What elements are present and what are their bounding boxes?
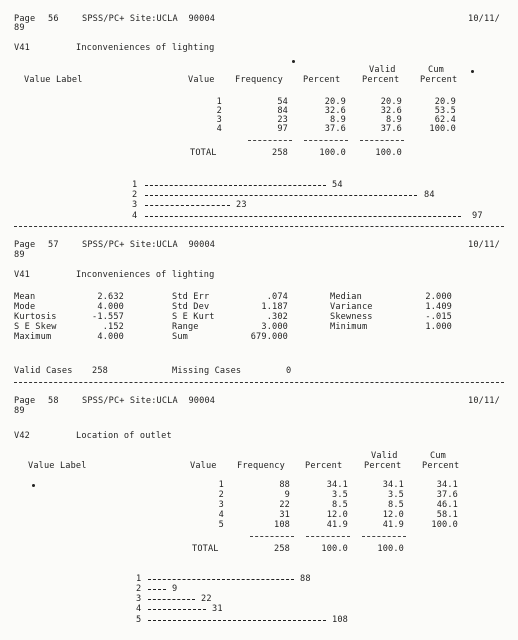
scan-speck — [471, 70, 474, 73]
stat-value: 1.409 — [425, 302, 452, 312]
bar — [148, 599, 195, 600]
row-value: 2 — [218, 490, 224, 500]
header-cum: Cum — [428, 65, 444, 75]
bar-label: 2 — [132, 190, 138, 200]
bar-count: 9 — [172, 584, 178, 594]
row-value: 2 — [216, 106, 222, 116]
header-valid: Valid — [369, 65, 396, 75]
row-valid-percent: 37.6 — [380, 124, 402, 134]
system-site: SPSS/PC+ Site:UCLA 90004 — [82, 240, 216, 250]
system-site: SPSS/PC+ Site:UCLA 90004 — [82, 14, 216, 24]
stat-label: Mode — [14, 302, 36, 312]
stat-label: Sum — [172, 332, 188, 342]
stat-label: S E Skew — [14, 322, 57, 332]
row-value: 3 — [216, 115, 222, 125]
bar-count: 88 — [300, 574, 311, 584]
row-cum-percent: 62.4 — [434, 115, 456, 125]
bar-count: 84 — [424, 190, 435, 200]
header-cum: Cum — [430, 451, 446, 461]
row-frequency: 88 — [279, 480, 290, 490]
row-cum-percent: 58.1 — [436, 510, 458, 520]
bar — [145, 195, 417, 196]
header-value: Value — [188, 75, 215, 85]
row-frequency: 108 — [274, 520, 290, 530]
row-frequency: 54 — [277, 97, 288, 107]
row-value: 3 — [218, 500, 224, 510]
row-frequency: 97 — [277, 124, 288, 134]
stat-label: Kurtosis — [14, 312, 57, 322]
row-valid-percent: 3.5 — [388, 490, 404, 500]
bar — [145, 185, 326, 186]
total-valid-percent: 100.0 — [375, 148, 402, 158]
row-valid-percent: 20.9 — [380, 97, 402, 107]
total-underline — [360, 140, 404, 141]
page-separator — [14, 382, 504, 383]
bar-label: 5 — [136, 615, 142, 625]
stat-value: .152 — [102, 322, 124, 332]
row-cum-percent: 20.9 — [434, 97, 456, 107]
missing-cases-label: Missing Cases — [172, 366, 242, 376]
row-percent: 12.0 — [326, 510, 348, 520]
header-valid: Valid — [371, 451, 398, 461]
scan-speck — [32, 484, 35, 487]
system-site: SPSS/PC+ Site:UCLA 90004 — [82, 396, 216, 406]
row-percent: 32.6 — [324, 106, 346, 116]
print-date-cont: 89 — [14, 406, 25, 416]
row-percent: 37.6 — [324, 124, 346, 134]
row-cum-percent: 100.0 — [431, 520, 458, 530]
bar-label: 3 — [136, 594, 142, 604]
header-cum-percent: Percent — [420, 75, 458, 85]
bar-count: 54 — [332, 180, 343, 190]
total-underline — [250, 536, 294, 537]
print-date: 10/11/ — [468, 14, 500, 24]
stat-label: Median — [330, 292, 362, 302]
bar — [148, 589, 166, 590]
total-underline — [362, 536, 406, 537]
bar — [148, 609, 206, 610]
variable-label: Location of outlet — [76, 431, 172, 441]
stat-value: .302 — [266, 312, 288, 322]
stat-value: 1.187 — [261, 302, 288, 312]
row-cum-percent: 53.5 — [434, 106, 456, 116]
page-separator — [14, 226, 504, 227]
row-valid-percent: 32.6 — [380, 106, 402, 116]
valid-cases-value: 258 — [92, 366, 108, 376]
total-valid-percent: 100.0 — [377, 544, 404, 554]
stat-label: Maximum — [14, 332, 52, 342]
row-cum-percent: 37.6 — [436, 490, 458, 500]
valid-cases-label: Valid Cases — [14, 366, 73, 376]
header-percent: Percent — [305, 461, 343, 471]
row-valid-percent: 8.9 — [386, 115, 402, 125]
header-valid-percent: Percent — [364, 461, 402, 471]
row-value: 4 — [218, 510, 224, 520]
header-cum-percent: Percent — [422, 461, 460, 471]
page-label: Page — [14, 14, 36, 24]
row-cum-percent: 34.1 — [436, 480, 458, 490]
row-value: 4 — [216, 124, 222, 134]
bar-count: 108 — [332, 615, 348, 625]
stat-value: 4.000 — [97, 302, 124, 312]
stat-label: S E Kurt — [172, 312, 215, 322]
stat-label: Variance — [330, 302, 373, 312]
stat-value: 2.632 — [97, 292, 124, 302]
stat-value: -.015 — [425, 312, 452, 322]
stat-label: Skewness — [330, 312, 373, 322]
stat-label: Mean — [14, 292, 36, 302]
print-date: 10/11/ — [468, 240, 500, 250]
print-date-cont: 89 — [14, 250, 25, 260]
row-value: 5 — [218, 520, 224, 530]
row-valid-percent: 41.9 — [382, 520, 404, 530]
stat-value: -1.557 — [92, 312, 124, 322]
row-frequency: 31 — [279, 510, 290, 520]
bar — [148, 579, 294, 580]
total-underline — [306, 536, 350, 537]
row-cum-percent: 100.0 — [429, 124, 456, 134]
header-value-label: Value Label — [28, 461, 87, 471]
print-date-cont: 89 — [14, 23, 25, 33]
bar-label: 4 — [136, 604, 142, 614]
stat-label: Std Dev — [172, 302, 210, 312]
stat-value: 2.000 — [425, 292, 452, 302]
scan-speck — [292, 60, 295, 63]
row-frequency: 22 — [279, 500, 290, 510]
row-valid-percent: 8.5 — [388, 500, 404, 510]
bar — [148, 620, 326, 621]
stat-label: Range — [172, 322, 199, 332]
row-frequency: 23 — [277, 115, 288, 125]
header-frequency: Frequency — [237, 461, 285, 471]
page-number: 57 — [48, 240, 59, 250]
row-percent: 20.9 — [324, 97, 346, 107]
stat-value: 679.000 — [250, 332, 288, 342]
bar-label: 1 — [132, 180, 138, 190]
bar-label: 4 — [132, 211, 138, 221]
row-valid-percent: 12.0 — [382, 510, 404, 520]
total-frequency: 258 — [272, 148, 288, 158]
stat-label: Minimum — [330, 322, 368, 332]
row-frequency: 9 — [284, 490, 290, 500]
header-value: Value — [190, 461, 217, 471]
bar-count: 31 — [212, 604, 223, 614]
total-frequency: 258 — [274, 544, 290, 554]
variable-name: V42 — [14, 431, 30, 441]
page-label: Page — [14, 396, 36, 406]
bar-label: 3 — [132, 200, 138, 210]
total-label: TOTAL — [192, 544, 219, 554]
row-value: 1 — [216, 97, 222, 107]
variable-label: Inconveniences of lighting — [76, 270, 215, 280]
bar-count: 23 — [236, 200, 247, 210]
bar — [145, 205, 230, 206]
stat-label: Std Err — [172, 292, 210, 302]
header-valid-percent: Percent — [362, 75, 400, 85]
total-underline — [248, 140, 292, 141]
bar — [145, 216, 461, 217]
header-percent: Percent — [303, 75, 341, 85]
row-percent: 8.5 — [332, 500, 348, 510]
bar-count: 22 — [201, 594, 212, 604]
row-cum-percent: 46.1 — [436, 500, 458, 510]
total-percent: 100.0 — [321, 544, 348, 554]
page-number: 58 — [48, 396, 59, 406]
stat-value: 4.000 — [97, 332, 124, 342]
missing-cases-value: 0 — [286, 366, 292, 376]
page-label: Page — [14, 240, 36, 250]
bar-label: 2 — [136, 584, 142, 594]
row-frequency: 84 — [277, 106, 288, 116]
header-value-label: Value Label — [24, 75, 83, 85]
row-valid-percent: 34.1 — [382, 480, 404, 490]
total-label: TOTAL — [190, 148, 217, 158]
stat-value: 1.000 — [425, 322, 452, 332]
total-percent: 100.0 — [319, 148, 346, 158]
variable-name: V41 — [14, 43, 30, 53]
bar-count: 97 — [472, 211, 483, 221]
row-value: 1 — [218, 480, 224, 490]
print-date: 10/11/ — [468, 396, 500, 406]
row-percent: 3.5 — [332, 490, 348, 500]
variable-name: V41 — [14, 270, 30, 280]
row-percent: 8.9 — [330, 115, 346, 125]
variable-label: Inconveniences of lighting — [76, 43, 215, 53]
bar-label: 1 — [136, 574, 142, 584]
row-percent: 41.9 — [326, 520, 348, 530]
total-underline — [304, 140, 348, 141]
page-number: 56 — [48, 14, 59, 24]
row-percent: 34.1 — [326, 480, 348, 490]
header-frequency: Frequency — [235, 75, 283, 85]
stat-value: .074 — [266, 292, 288, 302]
stat-value: 3.000 — [261, 322, 288, 332]
